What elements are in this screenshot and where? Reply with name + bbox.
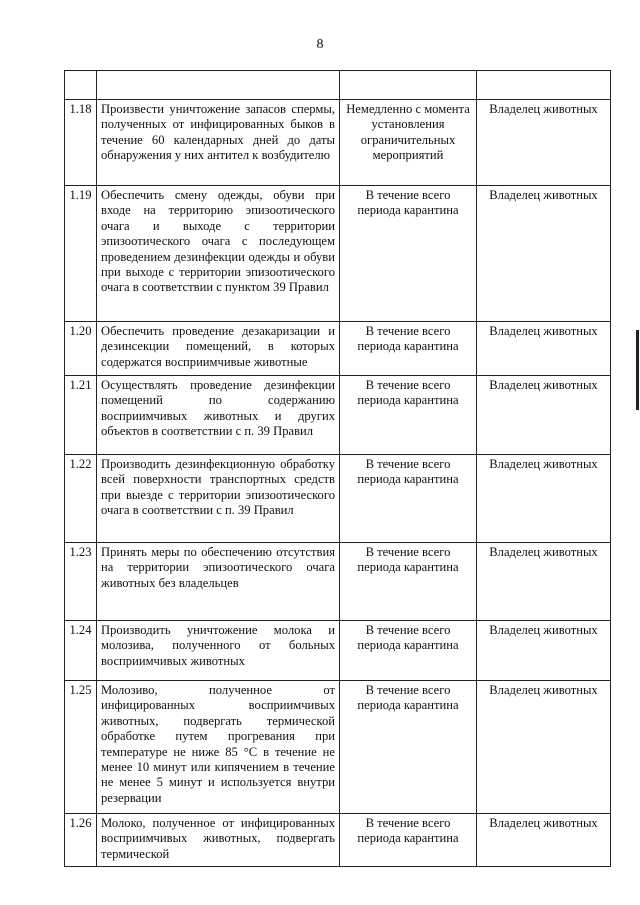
row-action: Молозиво, полученное от инфицированных восприимчивых животных, подвергать термической обработке путем прогревания при температуре не ниже 85 °С в течение не менее 10 минут или кипячением в течение не менее 5 минут и используется внутри резервации (97, 681, 340, 814)
row-responsible: Владелец животных (477, 100, 611, 186)
row-term: В течение всего периода карантина (340, 186, 477, 322)
table-row (65, 376, 611, 455)
table-row (65, 621, 611, 681)
row-number: 1.18 (65, 100, 97, 186)
row-action: Произвести уничтожение запасов спермы, полученных от инфицированных быков в течение 60 календарных дней до даты обнаружения у них антител к возбудителю (97, 100, 340, 186)
row-number: 1.25 (65, 681, 97, 814)
row-responsible: Владелец животных (477, 814, 611, 867)
table-row (65, 186, 611, 322)
row-term: Немедленно с момента установления ограничительных мероприятий (340, 100, 477, 186)
row-term: В течение всего периода карантина (340, 681, 477, 814)
row-responsible: Владелец животных (477, 186, 611, 322)
row-action: Принять меры по обеспечению отсутствия на территории эпизоотического очага животных без владельцев (97, 543, 340, 621)
row-action: Молоко, полученное от инфицированных восприимчивых животных, подвергать термической (97, 814, 340, 867)
table-row (65, 322, 611, 376)
measures-table (64, 70, 611, 867)
row-number: 1.26 (65, 814, 97, 867)
header-cell-term (340, 71, 477, 100)
row-action: Обеспечить проведение дезакаризации и дезинсекции помещений, в которых содержатся восприимчивые животные (97, 322, 340, 376)
page-number: 8 (316, 37, 324, 52)
row-term: В течение всего периода карантина (340, 814, 477, 867)
row-term: В течение всего периода карантина (340, 455, 477, 543)
table-row (65, 543, 611, 621)
row-number: 1.24 (65, 621, 97, 681)
row-number: 1.20 (65, 322, 97, 376)
row-number: 1.23 (65, 543, 97, 621)
row-responsible: Владелец животных (477, 543, 611, 621)
row-action: Производить дезинфекционную обработку всей поверхности транспортных средств при выезде с территории эпизоотического очага в соответствии с п. 39 Правил (97, 455, 340, 543)
header-cell-action (97, 71, 340, 100)
table-row (65, 814, 611, 867)
table-header-row (65, 71, 611, 100)
row-number: 1.22 (65, 455, 97, 543)
table-row (65, 455, 611, 543)
row-action: Производить уничтожение молока и молозива, полученного от больных восприимчивых животных (97, 621, 340, 681)
row-responsible: Владелец животных (477, 621, 611, 681)
row-responsible: Владелец животных (477, 376, 611, 455)
row-number: 1.21 (65, 376, 97, 455)
row-responsible: Владелец животных (477, 455, 611, 543)
row-term: В течение всего периода карантина (340, 543, 477, 621)
row-term: В течение всего периода карантина (340, 322, 477, 376)
row-action: Обеспечить смену одежды, обуви при входе на территорию эпизоотического очага и выходе с территории эпизоотического очага с последующем проведением дезинфекции одежды и обуви при выходе с территории эпизоотического очага в соответствии с пунктом 39 Правил (97, 186, 340, 322)
header-cell-num (65, 71, 97, 100)
row-number: 1.19 (65, 186, 97, 322)
row-responsible: Владелец животных (477, 322, 611, 376)
header-cell-responsible (477, 71, 611, 100)
row-responsible: Владелец животных (477, 681, 611, 814)
row-action: Осуществлять проведение дезинфекции помещений по содержанию восприимчивых животных и других объектов в соответствии с п. 39 Правил (97, 376, 340, 455)
scan-edge-mark (636, 330, 639, 410)
row-term: В течение всего периода карантина (340, 621, 477, 681)
table-row (65, 681, 611, 814)
row-term: В течение всего периода карантина (340, 376, 477, 455)
table-row (65, 100, 611, 186)
